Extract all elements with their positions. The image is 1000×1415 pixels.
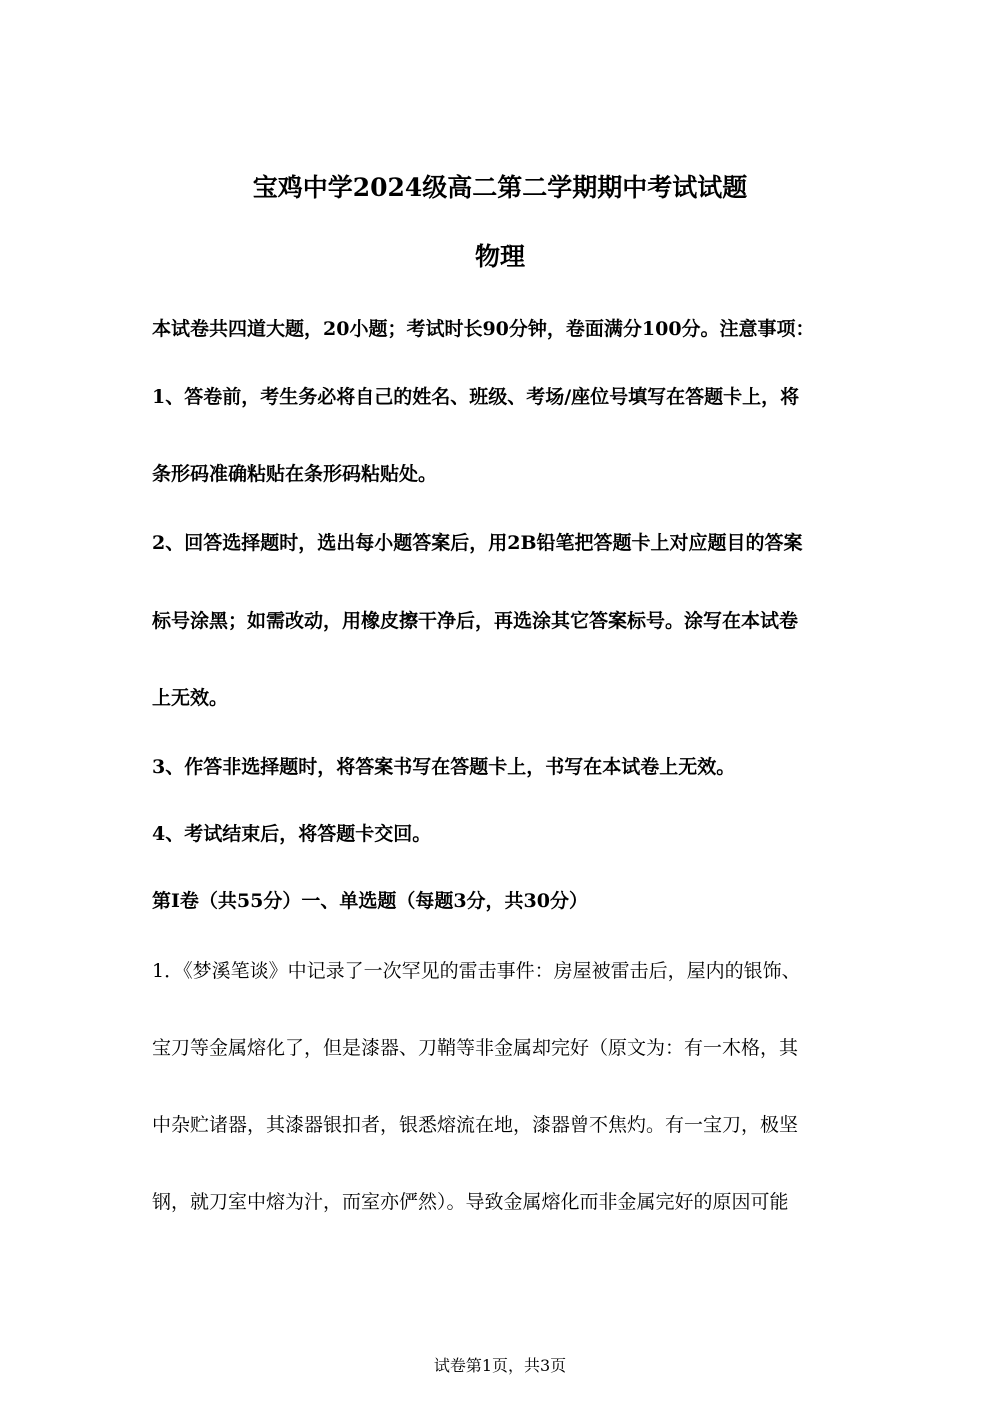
page-footer: 试卷第1页，共3页 xyxy=(433,1356,567,1375)
note-line: 标号涂黑；如需改动，用橡皮擦干净后，再选涂其它答案标号。涂写在本试卷 xyxy=(152,610,799,632)
note-line: 上无效。 xyxy=(152,687,229,709)
section-header: 第Ⅰ卷（共55分）一、单选题（每题3分，共30分） xyxy=(152,890,588,912)
question-line: 宝刀等金属熔化了，但是漆器、刀鞘等非金属却完好（原文为：有一木格，其 xyxy=(152,1037,799,1059)
note-line: 2、回答选择题时，选出每小题答案后，用2B铅笔把答题卡上对应题目的答案 xyxy=(152,532,803,554)
question-line: 1．《梦溪笔谈》中记录了一次罕见的雷击事件：房屋被雷击后，屋内的银饰、 xyxy=(152,960,801,982)
note-line: 3、作答非选择题时，将答案书写在答题卡上，书写在本试卷上无效。 xyxy=(152,756,736,778)
exam-intro: 本试卷共四道大题，20小题；考试时长90分钟，卷面满分100分。注意事项： xyxy=(152,318,815,340)
subject-title: 物理 xyxy=(474,242,525,271)
question-line: 中杂贮诸器，其漆器银扣者，银悉熔流在地，漆器曾不焦灼。有一宝刀，极坚 xyxy=(152,1114,799,1136)
note-line: 1、答卷前，考生务必将自己的姓名、班级、考场/座位号填写在答题卡上，将 xyxy=(152,386,800,408)
note-line: 4、考试结束后，将答题卡交回。 xyxy=(152,823,432,845)
note-line: 条形码准确粘贴在条形码粘贴处。 xyxy=(152,463,438,485)
exam-title: 宝鸡中学2024级高二第二学期期中考试试题 xyxy=(252,173,748,202)
question-line: 钢，就刀室中熔为汁，而室亦俨然）。导致金属熔化而非金属完好的原因可能 xyxy=(152,1191,789,1213)
